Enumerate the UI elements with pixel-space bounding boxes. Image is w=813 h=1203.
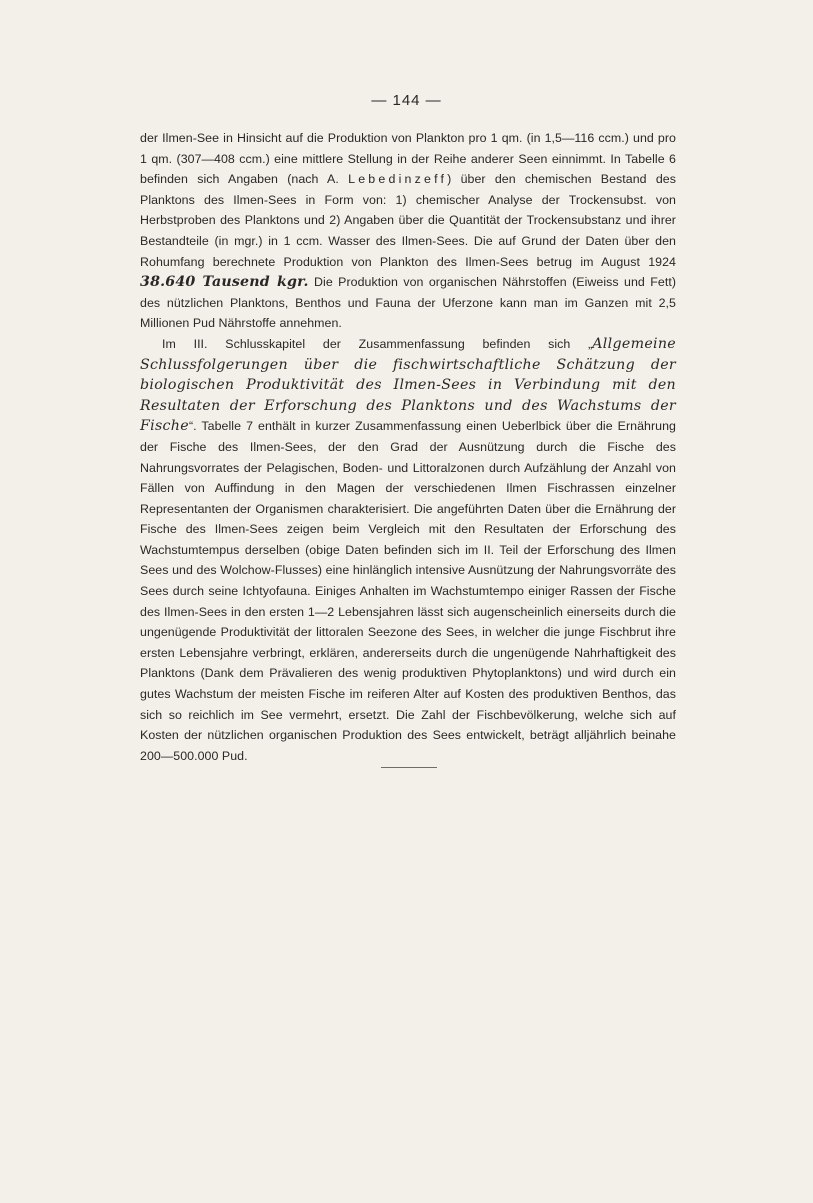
paragraph-plankton-production	[140, 128, 676, 334]
author-name-spaced: Lebedinzeff	[348, 172, 448, 187]
section-divider	[381, 767, 437, 768]
text-run: “. Tabelle 7 enthält in kurzer Zusammenfassung einen Ueberlbick über die Ernährung der Fische des Ilmen-Sees, der den Grad der Ausnützung durch die Fische des Nahrungsvorrates der Pelagischen, Boden- und Littoralzonen durch Aufzählung der Anzahl von Fällen von Auffindung in den Magen der verschiedenen Ilmen Fischrassen einzelner Representanten der Organismen charakterisiert. Die angeführten Daten über die Ernährung der Fische des Ilmen-Sees zeigen beim Vergleich mit den Resultaten der Erforschung des Wachstumtempus derselben (obige Daten befinden sich im II. Teil der Erforschung des Ilmen Sees und des Wolchow-Flusses) eine hinlänglich intensive Ausnützung der Nahrungsvorräte des Sees durch seine Ichtyofauna. Einiges Anhalten im Wachstumtempo einiger Rassen der Fische des Ilmen-Sees in den ersten 1—2 Lebensjahren lässt sich augenscheinlich einerseits durch die ungenügende Produktivität der littoralen Seezone des Sees, in welcher die junge Fischbrut ihre ersten Lebensjahre verbringt, erklären, andererseits durch die ungenügende Nahrhaftigkeit des Planktons (Dank dem Prävalieren des wenig produktiven Phytoplanktons) und wird durch ein gutes Wachstum der meisten Fische im reiferen Alter auf Kosten des produktiven Benthos, das sich so reichlich im See vermehrt, ersetzt. Die Zahl der Fischbevölkerung, welche sich auf Kosten der nützlichen organischen Produktion des Sees entwickelt, beträgt alljährlich beinahe 200—500.000 Pud.	[140, 419, 676, 763]
body-text	[140, 128, 676, 766]
text-run: Die Produktion von organischen Nährstoffen (Eiweiss und Fett) des nützlichen Planktons, Benthos und Fauna der Uferzone kann man im Ganzen mit 2,5 Millionen Pud Nährstoffe annehmen.	[140, 275, 676, 331]
text-run: ) über den chemischen Bestand des Planktons des Ilmen-Sees in Form von: 1) chemischer Analyse der Trockensubst. von Herbstproben des Planktons und 2) Angaben über die Quantität der Trockensubstanz und ihrer Bestandteile (in mgr.) in 1 ccm. Wasser des Ilmen-Sees. Die auf Grund der Daten über den Rohumfang berechnete Produktion von Plankton des Ilmen-Sees betrug im August 1924	[140, 172, 676, 269]
text-run: der Ilmen-See in Hinsicht auf die Produktion von Plankton pro 1 qm. (in 1,5—116 ccm.) und pro 1 qm. (307—408 ccm.) eine mittlere Stellung in der Reihe anderer Seen einnimmt. In Tabelle 6 befinden sich Angaben (nach A.	[140, 131, 676, 187]
chapter-heading-italic: Allgemeine Schlussfolgerungen über die fischwirtschaftliche Schätzung der biologischen Produktivität des Ilmen-Sees in Verbindung mit den Resultaten der Erforschung des Planktons und des Wachstums der Fische	[140, 335, 676, 435]
emphasized-quantity: 38.640 Tausend kgr.	[140, 274, 309, 291]
paragraph-conclusions	[140, 334, 676, 766]
page-number: — 144 —	[371, 92, 442, 109]
text-run: Im III. Schlusskapitel der Zusammenfassung befinden sich „	[162, 336, 593, 351]
